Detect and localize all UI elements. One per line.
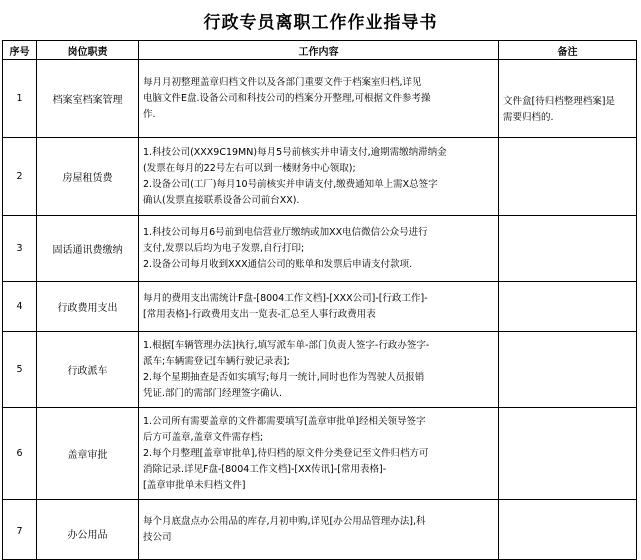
job-duty-cell: 办公用品 [37, 500, 139, 560]
content-line: 派车;车辆需登记[车辆行驶记录表]; [143, 355, 290, 367]
content-line: 每个月底盘点办公用品的库存,月初申购,详见[办公用品管理办法],科 [143, 515, 426, 527]
content-line: [盖章审批单未归档文件] [143, 479, 246, 491]
table-row [3, 500, 637, 560]
content-line: 电脑文件E盘.设备公司和科技公司的档案分开整理,可根据文件参考操 [143, 92, 431, 104]
row-number: 1 [3, 60, 37, 138]
row-number: 5 [3, 332, 37, 408]
content-line: 1.科技公司每月6号前到电信营业厅缴纳或加XX电信微信公众号进行 [143, 226, 428, 238]
remark-cell [499, 60, 637, 138]
work-content-cell [139, 216, 499, 282]
remark-cell [499, 408, 637, 500]
content-line: 每月月初整理盖章归档文件以及各部门重要文件于档案室归档,详见 [143, 76, 422, 88]
content-line: 支付,发票以后均为电子发票,自行打印; [143, 242, 305, 254]
content-line: 2.每个星期抽查是否如实填写;每月一统计,同时也作为驾驶人员报销 [143, 371, 425, 383]
row-number: 6 [3, 408, 37, 500]
work-content-cell [139, 332, 499, 408]
job-duty-cell: 房屋租赁费 [37, 138, 139, 216]
content-line: 1.根据[车辆管理办法]执行,填写派车单-部门负责人签字-行政办签字- [143, 339, 430, 351]
table-row [3, 408, 637, 500]
content-line: 技公司 [143, 531, 172, 543]
job-duty-cell: 固话通讯费缴纳 [37, 216, 139, 282]
instruction-table [2, 40, 637, 560]
content-line: [常用表格]-行政费用支出一览表-汇总至人事行政费用表 [143, 308, 376, 320]
content-line: (发票在每月的22号左右可以到一楼财务中心领取); [143, 162, 356, 174]
job-duty-cell: 行政派车 [37, 332, 139, 408]
table-header-row [3, 41, 637, 60]
content-line: 后方可盖章,盖章文件需存档; [143, 431, 264, 443]
row-number: 7 [3, 500, 37, 560]
content-line: 作. [143, 108, 156, 120]
table-row [3, 282, 637, 332]
row-number: 3 [3, 216, 37, 282]
table-row [3, 60, 637, 138]
remark-cell [499, 282, 637, 332]
row-number: 2 [3, 138, 37, 216]
remark-cell [499, 216, 637, 282]
content-line: 1.科技公司(XXX9C19MN)每月5号前核实并申请支付,逾期需缴纳滞纳金 [143, 146, 447, 158]
work-content-cell [139, 60, 499, 138]
content-line: 2.每个月整理[盖章审批单],待归档的原文件分类登记至文件归档方可 [143, 447, 429, 459]
remark-cell [499, 500, 637, 560]
job-duty-cell: 盖章审批 [37, 408, 139, 500]
work-content-cell [139, 408, 499, 500]
work-content-cell [139, 282, 499, 332]
content-line: 消除记录.详见F盘-[8004工作文档]-[XX传讯]-[常用表格]- [143, 463, 387, 475]
remark-line: 需要归档的. [503, 112, 554, 123]
job-duty-cell: 档案室档案管理 [37, 60, 139, 138]
header-no: 序号 [3, 41, 37, 60]
table-row [3, 332, 637, 408]
work-content-cell [139, 138, 499, 216]
row-number: 4 [3, 282, 37, 332]
document-title: 行政专员离职工作作业指导书 [203, 13, 438, 33]
content-line: 每月的费用支出需统计F盘-[8004工作文档]-[XXX公司]-[行政工作]- [143, 292, 428, 304]
content-line: 2.设备公司(工厂)每月10号前核实并申请支付,缴费通知单上需X总签字 [143, 178, 438, 190]
remark-cell [499, 332, 637, 408]
remark-cell [499, 138, 637, 216]
content-line: 确认(发票直接联系设备公司前台XX). [143, 194, 300, 206]
table-row [3, 138, 637, 216]
remark-line: 文件盒[待归档整理档案]是 [503, 96, 615, 107]
content-line: 1.公司所有需要盖章的文件都需要填写[盖章审批单]经相关领导签字 [143, 415, 426, 427]
header-content: 工作内容 [139, 41, 499, 60]
content-line: 凭证.部门的需部门经理签字确认. [143, 387, 283, 399]
table-row [3, 216, 637, 282]
work-content-cell [139, 500, 499, 560]
content-line: 2.设备公司每月收到XXX通信公司的账单和发票后申请支付款项. [143, 258, 413, 270]
job-duty-cell: 行政费用支出 [37, 282, 139, 332]
header-note: 备注 [499, 41, 637, 60]
header-role: 岗位职责 [37, 41, 139, 60]
